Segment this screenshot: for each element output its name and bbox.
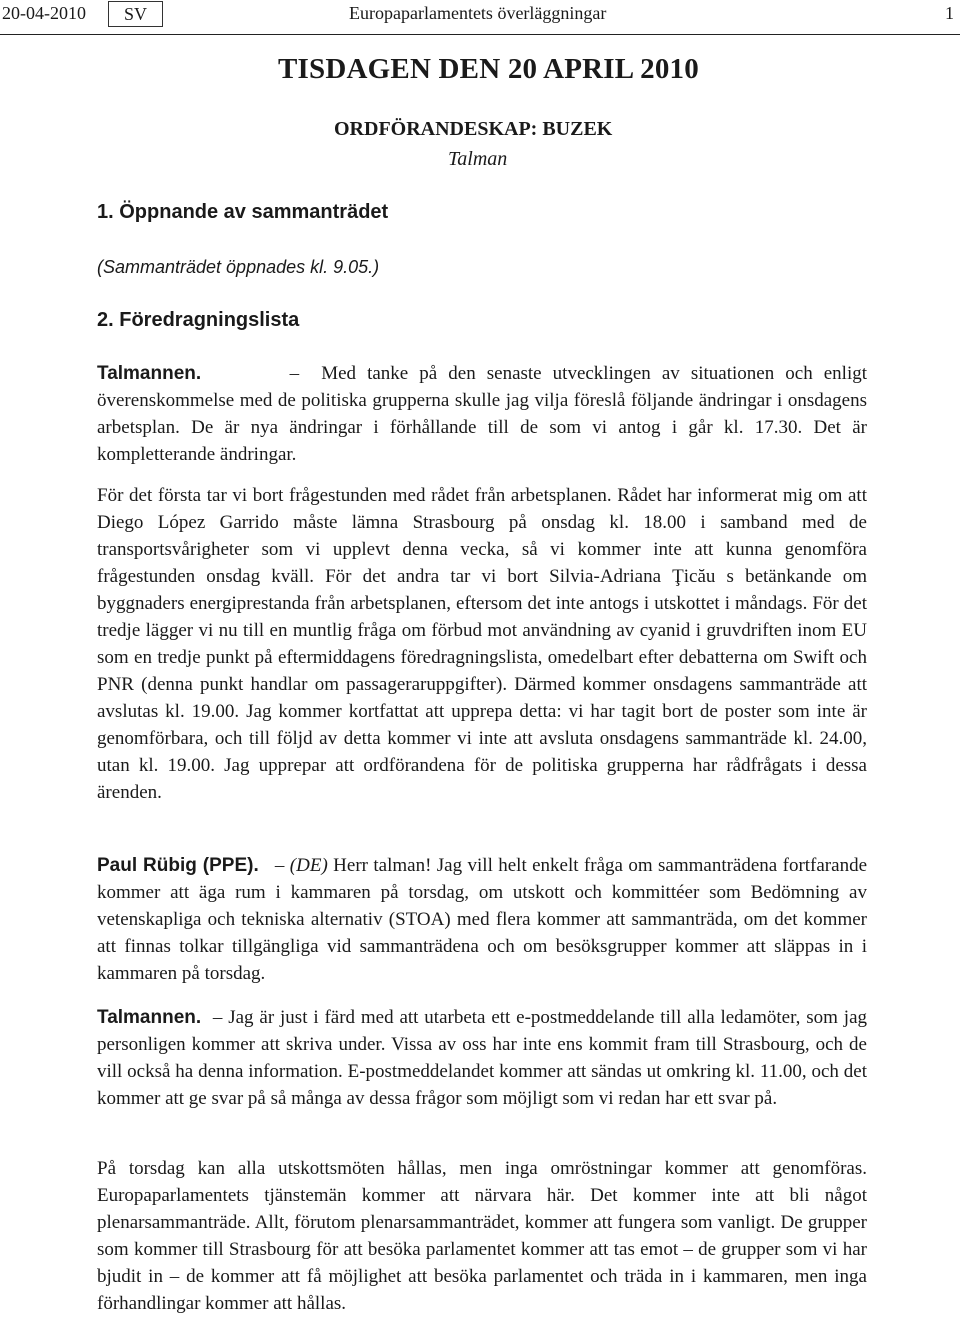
- speech-text: På torsdag kan alla utskottsmöten hållas, men inga omröstningar kommer att genomföras. Europaparlamentets tjänstemän kommer att närvara här. Det kommer inte att bli något plenarsammanträde. Allt, förutom plenarsammanträdet, kommer att fungera som vanligt. De grupper som kommer till Strasbourg för att besöka parlamentet kommer att tas emot – de grupper som vi har bjudit in – de kommer att få möjlighet att besöka parlamentet och träda in i kammaren, men inga förhandlingar kommer att hållas.: [97, 1158, 867, 1314]
- presidency-title: ORDFÖRANDESKAP: BUZEK: [334, 118, 613, 140]
- presidency-role: Talman: [448, 148, 508, 170]
- speech-dash: –: [274, 855, 285, 876]
- speaker-name: Paul Rübig (PPE).: [97, 855, 259, 876]
- speaker-name: Talmannen.: [97, 363, 202, 384]
- speech-paragraph: [97, 852, 867, 987]
- agenda-item-heading: 2. Föredragningslista: [97, 309, 300, 331]
- speech-text: Jag är just i färd med att utarbeta ett e-postmeddelande till alla ledamöter, som jag personligen kommer att skriva under. Vissa av oss har inte ens kommit fram till Strasbourg, och de vill också ha denna information. E-postmeddelandet kommer att sändas ut omkring kl. 11.00, och det kommer att ge svar på så många av dessa frågor som möjligt som vi redan har ett svar på.: [97, 1007, 868, 1109]
- language-tag: (DE): [289, 855, 328, 876]
- speech-paragraph: [97, 482, 867, 806]
- speech-dash: –: [212, 1007, 223, 1028]
- header-date: 20-04-2010: [2, 3, 86, 23]
- language-code-box: SV: [108, 1, 163, 27]
- speaker-name: Talmannen.: [97, 1007, 202, 1028]
- speech-text: För det första tar vi bort frågestunden med rådet från arbetsplanen. Rådet har informerat mig om att Diego López Garrido måste lämna Strasbourg på onsdag kl. 18.00 i samband med de transportsvårigheter som vi upplevt denna vecka, så vi kommer inte att kunna genomföra frågestunden onsdag kväll. För det andra tar vi bort Silvia-Adriana Ţicău s betänkande om byggnaders energiprestanda från arbetsplanen, eftersom det inte antogs i utskottet i måndags. För det tredje lägger vi nu till en muntlig fråga om förbud mot användning av cyanid i gruvdriften inom EU som en tredje punkt på eftermiddagens föredragningslista, omedelbart efter debatterna om Swift och PNR (denna punkt handlar om passageraruppgifter). Därmed kommer onsdagens sammanträde att avslutas kl. 19.00. Jag kommer kortfattat att upprepa detta: vi har tagit bort de poster som inte är genomförbara, och till följd av detta kommer vi inte att avsluta onsdagens sammanträde kl. 24.00, utan kl. 19.00. Jag upprepar att ordförandena för de politiska grupperna har rådfrågats i dessa ärenden.: [97, 485, 867, 803]
- day-title: TISDAGEN DEN 20 APRIL 2010: [278, 53, 699, 85]
- page-number: 1: [945, 3, 954, 23]
- speech-text: Herr talman! Jag vill helt enkelt fråga om sammanträdena fortfarande kommer att äga rum i kammaren på torsdag, om utskott och kommittéer som Bedömning av vetenskapliga och tekniska alternativ (STOA) med flera kommer att sammanträda, om det kommer att finnas tolkar tillgängliga vid sammanträdena och om besöksgrupper kommer att släppas in i kammaren på torsdag.: [97, 855, 868, 984]
- page-header: [0, 0, 960, 35]
- speech-paragraph: [97, 1155, 867, 1317]
- agenda-item-heading: 1. Öppnande av sammanträdet: [97, 201, 389, 223]
- speech-dash: –: [289, 363, 300, 384]
- speech-text: Med tanke på den senaste utvecklingen av situationen och enligt överenskommelse med de politiska grupperna skulle jag vilja föreslå följande ändringar i onsdagens arbetsplan. De är nya ändringar i förhållande till de som vi antog i går kl. 17.30. Det är kompletterande ändringar.: [97, 363, 868, 465]
- speech-paragraph: [97, 360, 867, 468]
- speech-paragraph: [97, 1004, 867, 1112]
- sitting-opened-note: (Sammanträdet öppnades kl. 9.05.): [97, 257, 380, 277]
- publication-title: Europaparlamentets överläggningar: [349, 3, 607, 23]
